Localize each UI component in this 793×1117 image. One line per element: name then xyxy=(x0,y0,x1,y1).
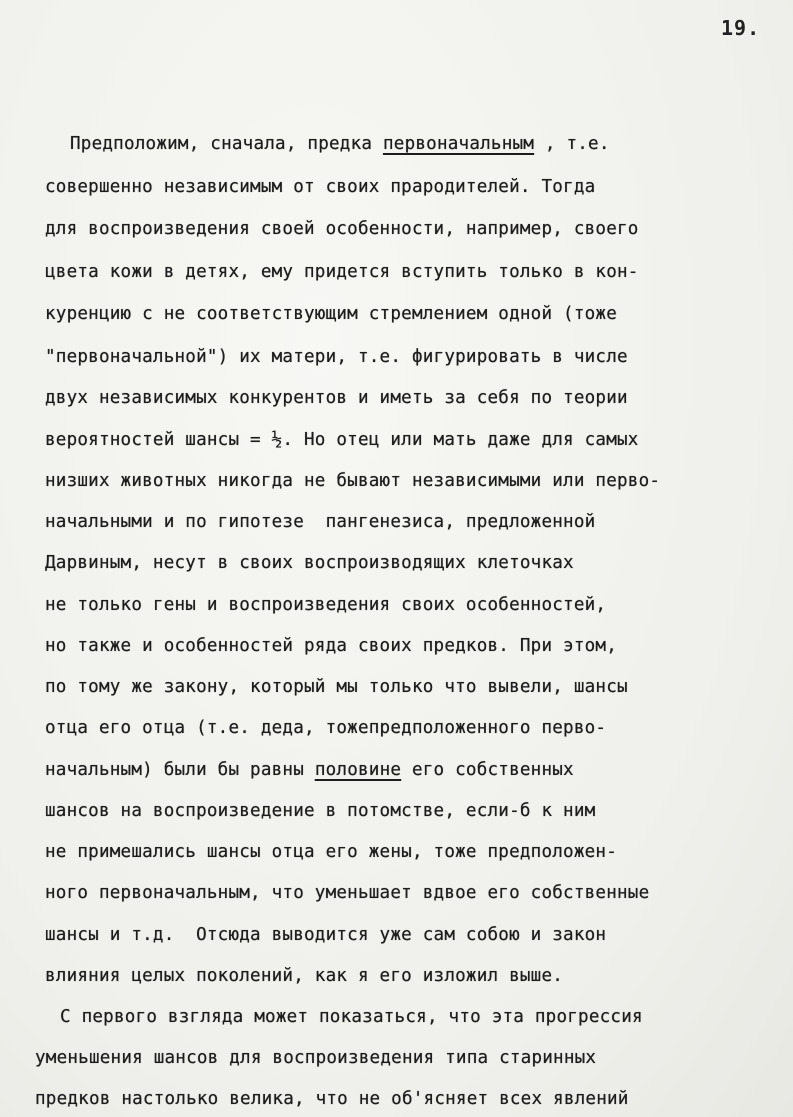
underlined-word: половине xyxy=(314,760,402,780)
text-line xyxy=(45,632,617,660)
line-text: уменьшения шансов для воспроизведения типа старинных xyxy=(35,1048,597,1068)
text-line xyxy=(45,426,639,454)
text-line xyxy=(70,130,610,158)
line-text: шансы и т.д. Отсюда выводится уже сам собою и закон xyxy=(45,925,607,945)
line-text: его собственных xyxy=(401,760,574,780)
line-text: цвета кожи в детях, ему придется вступить только в кон- xyxy=(45,262,639,282)
text-line xyxy=(45,756,574,784)
line-text: Дарвиным, несут в своих воспроизводящих клеточках xyxy=(45,553,574,573)
text-line xyxy=(45,879,649,907)
line-text: куренцию с не соответствующим стремлением одной (тоже xyxy=(45,304,617,324)
line-text: ного первоначальным, что уменьшает вдвое его собственные xyxy=(45,883,650,903)
text-line xyxy=(60,1003,643,1031)
line-text: но также и особенностей ряда своих предков. При этом, xyxy=(45,636,617,656)
line-text: низших животных никогда не бывают независимыми или перво- xyxy=(45,471,661,491)
text-line xyxy=(45,300,617,328)
text-line xyxy=(35,1085,629,1113)
text-line xyxy=(45,673,628,701)
text-line xyxy=(45,215,639,243)
text-line xyxy=(45,838,617,866)
line-text: влияния целых поколений, как я его изложил выше. xyxy=(45,966,564,986)
line-text: по тому же закону, который мы только что вывели, шансы xyxy=(45,677,628,697)
text-line xyxy=(35,1044,596,1072)
text-line xyxy=(45,508,595,536)
line-text: не примешались шансы отца его жены, тоже предположен- xyxy=(45,842,617,862)
text-line xyxy=(45,384,628,412)
underlined-word: первоначальным xyxy=(382,134,535,154)
line-text: , т.е. xyxy=(534,134,610,154)
line-text: начальным) были бы равны xyxy=(45,760,315,780)
text-line xyxy=(45,173,595,201)
text-line xyxy=(45,962,563,990)
line-text: не только гены и воспроизведения своих особенностей, xyxy=(45,595,607,615)
text-line xyxy=(45,591,606,619)
line-text: предков настолько велика, что не об'ясняет всех явлений xyxy=(35,1089,629,1109)
line-text: начальными и по гипотезе пангенезиса, предложенной xyxy=(45,512,596,532)
line-text: для воспроизведения своей особенности, например, своего xyxy=(45,219,639,239)
page-number: 19. xyxy=(721,16,761,40)
line-text: "первоначальной") их матери, т.е. фигурировать в числе xyxy=(45,347,628,367)
line-text: С первого взгляда может показаться, что эта прогрессия xyxy=(60,1007,643,1027)
text-line xyxy=(45,343,628,371)
line-text: Предположим, сначала, предка xyxy=(70,134,383,154)
text-line xyxy=(45,549,574,577)
text-line xyxy=(45,258,639,286)
text-line xyxy=(45,714,606,742)
line-text: шансов на воспроизведение в потомстве, если-б к ним xyxy=(45,801,596,821)
line-text: совершенно независимым от своих прародителей. Тогда xyxy=(45,177,596,197)
text-line xyxy=(45,921,606,949)
line-text: отца его отца (т.е. деда, тожепредположенного перво- xyxy=(45,718,607,738)
line-text: двух независимых конкурентов и иметь за себя по теории xyxy=(45,388,628,408)
line-text: вероятностей шансы = ½. Но отец или мать даже для самых xyxy=(45,430,639,450)
text-line xyxy=(45,797,595,825)
text-line xyxy=(45,467,660,495)
